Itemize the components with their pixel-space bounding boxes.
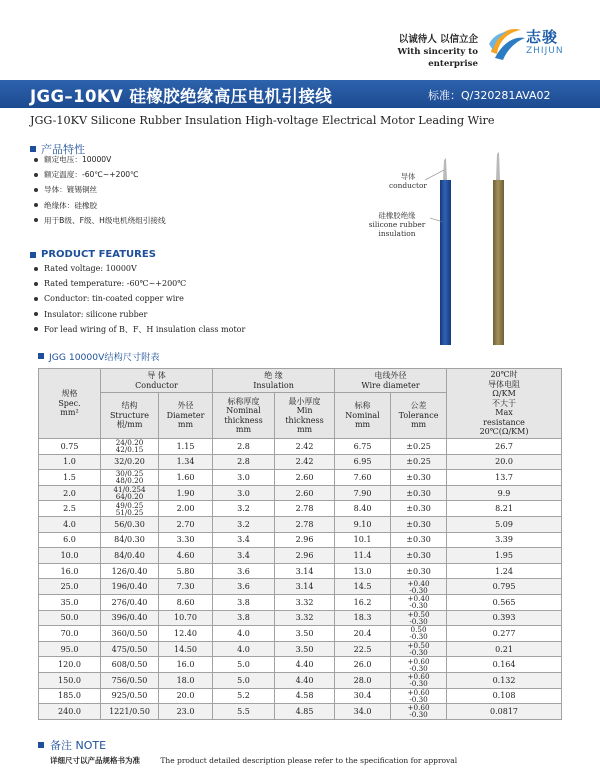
cell-spec: 70.0 [39,626,101,642]
col-header-outer-diameter: 外径 Diameter mm [159,393,213,439]
table-row [39,454,562,470]
col-header-insulation: 绝 缘 Insulation [213,369,335,393]
feature-text: Insulator: silicone rubber [44,309,148,319]
col-header-nominal: 标称 Nominal mm [335,393,391,439]
cell-nominal-diameter: 13.0 [335,563,391,579]
cell-structure: 126/0.40 [101,563,159,579]
cell-min-thickness: 4.40 [275,657,335,673]
cell-outer-diameter: 1.60 [159,470,213,486]
cell-outer-diameter: 1.15 [159,439,213,455]
cell-spec: 95.0 [39,641,101,657]
cell-nominal-diameter: 20.4 [335,626,391,642]
cell-nominal-diameter: 16.2 [335,594,391,610]
spec-table-body [39,439,562,720]
cell-resistance: 0.108 [447,688,562,704]
cell-nominal-thickness: 5.2 [213,688,275,704]
cell-spec: 25.0 [39,579,101,595]
cell-spec: 2.0 [39,485,101,501]
logo-cn: 志骏 [526,28,559,46]
cell-nominal-diameter: 34.0 [335,704,391,720]
bullet-icon [34,327,38,331]
cell-spec: 240.0 [39,704,101,720]
cell-spec: 16.0 [39,563,101,579]
col-header-min-thickness: 最小厚度 Min thickness mm [275,393,335,439]
cell-resistance: 1.95 [447,548,562,564]
list-item [34,322,245,337]
cell-structure: 41/0.254 64/0.20 [101,485,159,501]
company-slogan [360,34,478,70]
table-row [39,501,562,517]
table-row [39,626,562,642]
cell-resistance: 13.7 [447,470,562,486]
cell-structure: 30/0.25 48/0.20 [101,470,159,486]
cell-nominal-thickness: 3.2 [213,516,275,532]
cell-outer-diameter: 2.00 [159,501,213,517]
cell-nominal-diameter: 7.90 [335,485,391,501]
cell-outer-diameter: 18.0 [159,672,213,688]
spec-table [38,368,562,720]
table-row [39,532,562,548]
cell-structure: 925/0.50 [101,688,159,704]
cell-tolerance: ±0.30 [391,516,447,532]
cell-min-thickness: 2.42 [275,439,335,455]
cell-min-thickness: 3.50 [275,641,335,657]
cell-resistance: 0.795 [447,579,562,595]
bullet-icon [34,188,38,192]
features-en-heading [30,249,156,260]
cell-nominal-thickness: 3.2 [213,501,275,517]
cell-nominal-thickness: 3.0 [213,485,275,501]
list-item [34,152,166,167]
cell-spec: 50.0 [39,610,101,626]
cell-nominal-diameter: 22.5 [335,641,391,657]
list-item [34,261,245,276]
cell-min-thickness: 2.96 [275,548,335,564]
cell-spec: 2.5 [39,501,101,517]
cell-spec: 150.0 [39,672,101,688]
col-header-structure: 结构 Structure 根/mm [101,393,159,439]
col-header-spec: 规格 Spec. mm² [39,369,101,439]
cell-min-thickness: 2.96 [275,532,335,548]
feature-text: Conductor: tin-coated copper wire [44,294,184,304]
col-header-conductor: 导 体 Conductor [101,369,213,393]
cell-resistance: 26.7 [447,439,562,455]
cell-outer-diameter: 23.0 [159,704,213,720]
cell-nominal-thickness: 3.4 [213,532,275,548]
feature-text: 额定电压：10000V [44,155,112,164]
cell-nominal-diameter: 6.95 [335,454,391,470]
cell-tolerance: ±0.25 [391,439,447,455]
bullet-icon [34,218,38,222]
cell-nominal-thickness: 5.5 [213,704,275,720]
conductor-label-cn: 导体 [400,172,416,181]
blue-cable-icon [440,180,451,345]
cell-tolerance: ±0.30 [391,470,447,486]
cell-nominal-thickness: 3.6 [213,563,275,579]
feature-text: 额定温度：-60℃~+200℃ [44,170,139,180]
table-row [39,641,562,657]
logo-text [526,26,564,56]
table-row [39,485,562,501]
table-row [39,610,562,626]
cell-structure: 56/0.30 [101,516,159,532]
cell-resistance: 0.132 [447,672,562,688]
conductor-strand-icon [496,152,500,180]
conductor-strand-icon [443,158,447,180]
cell-nominal-thickness: 3.8 [213,610,275,626]
cell-resistance: 3.39 [447,532,562,548]
list-item [34,307,245,322]
feature-text: Rated temperature: -60℃~+200℃ [44,279,187,289]
cell-outer-diameter: 3.30 [159,532,213,548]
insulation-label [352,211,442,238]
cell-resistance: 0.277 [447,626,562,642]
cell-min-thickness: 2.78 [275,501,335,517]
standard-number: 标准：Q/320281AVA02 [428,89,551,102]
cell-nominal-diameter: 18.3 [335,610,391,626]
cell-structure: 32/0.20 [101,454,159,470]
olive-cable-icon [493,180,504,345]
cell-resistance: 1.24 [447,563,562,579]
features-en-list [34,261,245,337]
page-title: JGG–10KV 硅橡胶绝缘高压电机引接线 [30,87,333,106]
col-header-tolerance: 公差 Tolerance mm [391,393,447,439]
bullet-icon [34,158,38,162]
cell-spec: 185.0 [39,688,101,704]
cell-outer-diameter: 4.60 [159,548,213,564]
cell-nominal-thickness: 3.8 [213,594,275,610]
table-row [39,516,562,532]
square-bullet-icon [30,252,36,258]
table-row [39,579,562,595]
cell-outer-diameter: 5.80 [159,563,213,579]
cell-outer-diameter: 1.90 [159,485,213,501]
cell-spec: 1.0 [39,454,101,470]
cell-structure: 1221/0.50 [101,704,159,720]
cell-outer-diameter: 20.0 [159,688,213,704]
cell-tolerance: ±0.30 [391,563,447,579]
cell-outer-diameter: 10.70 [159,610,213,626]
cell-nominal-diameter: 9.10 [335,516,391,532]
note-text [50,755,457,766]
col-header-nominal-thickness: 标称厚度 Nominal thickness mm [213,393,275,439]
square-bullet-icon [38,742,44,748]
cell-tolerance: +0.60 -0.30 [391,657,447,673]
table-row [39,657,562,673]
cell-tolerance: ±0.30 [391,485,447,501]
cell-structure: 475/0.50 [101,641,159,657]
cable-illustration [410,140,560,345]
cell-outer-diameter: 14.50 [159,641,213,657]
cell-nominal-thickness: 3.6 [213,579,275,595]
cell-nominal-thickness: 5.0 [213,672,275,688]
table-row [39,688,562,704]
cell-min-thickness: 3.32 [275,594,335,610]
cell-structure: 84/0.30 [101,532,159,548]
table-heading [38,349,160,363]
cell-nominal-diameter: 11.4 [335,548,391,564]
cell-nominal-thickness: 3.4 [213,548,275,564]
list-item [34,213,166,228]
list-item [34,182,166,197]
cell-nominal-diameter: 7.60 [335,470,391,486]
cell-spec: 0.75 [39,439,101,455]
bullet-icon [34,312,38,316]
cell-structure: 49/0.25 51/0.25 [101,501,159,517]
feature-text: Rated voltage: 10000V [44,264,137,273]
conductor-label-en: conductor [389,181,427,190]
col-header-wire-diameter: 电线外径 Wire diameter [335,369,447,393]
cell-tolerance: +0.40 -0.30 [391,579,447,595]
list-item [34,291,245,306]
note-heading [38,737,106,753]
features-cn-list [34,152,166,228]
cell-tolerance: +0.60 -0.30 [391,688,447,704]
cell-nominal-diameter: 10.1 [335,532,391,548]
cell-spec: 6.0 [39,532,101,548]
table-row [39,672,562,688]
slogan-en: With sincerity to enterprise [397,47,478,69]
list-item [34,167,166,182]
cell-nominal-thickness: 5.0 [213,657,275,673]
cell-spec: 35.0 [39,594,101,610]
cell-nominal-thickness: 2.8 [213,454,275,470]
feature-text: 绝缘体：硅橡胶 [44,200,98,210]
cell-structure: 756/0.50 [101,672,159,688]
cell-min-thickness: 3.14 [275,579,335,595]
cell-nominal-thickness: 4.0 [213,626,275,642]
cell-spec: 120.0 [39,657,101,673]
cell-outer-diameter: 1.34 [159,454,213,470]
cell-nominal-thickness: 3.0 [213,470,275,486]
col-header-resistance: 20℃时 导体电阻 Ω/KM 不大于 Max resistance 20℃(Ω/KM) [447,369,562,439]
cell-outer-diameter: 8.60 [159,594,213,610]
cell-tolerance: +0.60 -0.30 [391,672,447,688]
cell-min-thickness: 3.50 [275,626,335,642]
table-row [39,563,562,579]
cell-nominal-thickness: 4.0 [213,641,275,657]
note-heading-text: 备注 NOTE [50,739,107,752]
cell-resistance: 0.0817 [447,704,562,720]
bullet-icon [34,267,38,271]
insulation-label-en: silicone rubber insulation [368,220,426,238]
cell-structure: 360/0.50 [101,626,159,642]
table-row [39,548,562,564]
cell-tolerance: ±0.25 [391,454,447,470]
cell-resistance: 0.164 [447,657,562,673]
cell-structure: 196/0.40 [101,579,159,595]
cell-resistance: 9.9 [447,485,562,501]
feature-text: 用于B级、F级、H级电机绕组引接线 [44,215,166,225]
table-heading-text: JGG 10000V结构尺寸附表 [49,352,160,363]
cell-nominal-diameter: 30.4 [335,688,391,704]
feature-text: For lead wiring of B、F、H insulation class motor [44,324,246,334]
cell-resistance: 8.21 [447,501,562,517]
cell-structure: 84/0.40 [101,548,159,564]
table-row [39,439,562,455]
table-row [39,704,562,720]
square-bullet-icon [38,353,44,359]
cell-tolerance: +0.50 -0.30 [391,610,447,626]
cell-nominal-diameter: 28.0 [335,672,391,688]
cell-outer-diameter: 2.70 [159,516,213,532]
table-row [39,594,562,610]
cell-tolerance: ±0.30 [391,532,447,548]
cell-nominal-diameter: 8.40 [335,501,391,517]
list-item [34,276,245,291]
cell-resistance: 5.09 [447,516,562,532]
cell-outer-diameter: 7.30 [159,579,213,595]
feature-text: 导体：镀锡铜丝 [44,185,98,195]
slogan-cn: 以诚待人 以信立企 [398,34,478,45]
cell-structure: 24/0.20 42/0.15 [101,439,159,455]
cell-resistance: 0.565 [447,594,562,610]
cell-spec: 10.0 [39,548,101,564]
insulation-label-cn: 硅橡胶绝缘 [378,211,416,220]
list-item [34,198,166,213]
bullet-icon [34,282,38,286]
features-en-heading-text: PRODUCT FEATURES [41,249,156,260]
cell-tolerance: +0.60 -0.30 [391,704,447,720]
cell-tolerance: 0.50 -0.30 [391,626,447,642]
cell-nominal-thickness: 2.8 [213,439,275,455]
cell-resistance: 20.0 [447,454,562,470]
cell-min-thickness: 3.32 [275,610,335,626]
cell-nominal-diameter: 6.75 [335,439,391,455]
bullet-icon [34,173,38,177]
cell-tolerance: ±0.30 [391,548,447,564]
cell-resistance: 0.21 [447,641,562,657]
features-cn-heading-text: 产品特性 [41,143,85,156]
cell-min-thickness: 4.58 [275,688,335,704]
bullet-icon [34,203,38,207]
cell-outer-diameter: 12.40 [159,626,213,642]
cell-min-thickness: 2.42 [275,454,335,470]
english-subtitle: JGG-10KV Silicone Rubber Insulation High-voltage Electrical Motor Leading Wire [30,114,495,127]
cell-tolerance: +0.40 -0.30 [391,594,447,610]
note-text-en: The product detailed description please refer to the specification for approval [160,756,458,765]
cell-min-thickness: 2.60 [275,470,335,486]
cell-min-thickness: 4.85 [275,704,335,720]
note-text-cn: 详细尺寸以产品规格书为准 [50,756,140,765]
cell-nominal-diameter: 26.0 [335,657,391,673]
conductor-label [388,172,428,190]
cell-min-thickness: 2.78 [275,516,335,532]
cell-spec: 4.0 [39,516,101,532]
cell-nominal-diameter: 14.5 [335,579,391,595]
bullet-icon [34,297,38,301]
cell-tolerance: ±0.30 [391,501,447,517]
cell-outer-diameter: 16.0 [159,657,213,673]
cell-structure: 396/0.40 [101,610,159,626]
cell-min-thickness: 4.40 [275,672,335,688]
cell-structure: 608/0.50 [101,657,159,673]
cell-resistance: 0.393 [447,610,562,626]
cell-spec: 1.5 [39,470,101,486]
title-banner [0,80,600,108]
table-row [39,470,562,486]
cell-min-thickness: 2.60 [275,485,335,501]
cell-structure: 276/0.40 [101,594,159,610]
cell-min-thickness: 3.14 [275,563,335,579]
logo-en: ZHIJUN [526,46,564,56]
cell-tolerance: +0.50 -0.30 [391,641,447,657]
